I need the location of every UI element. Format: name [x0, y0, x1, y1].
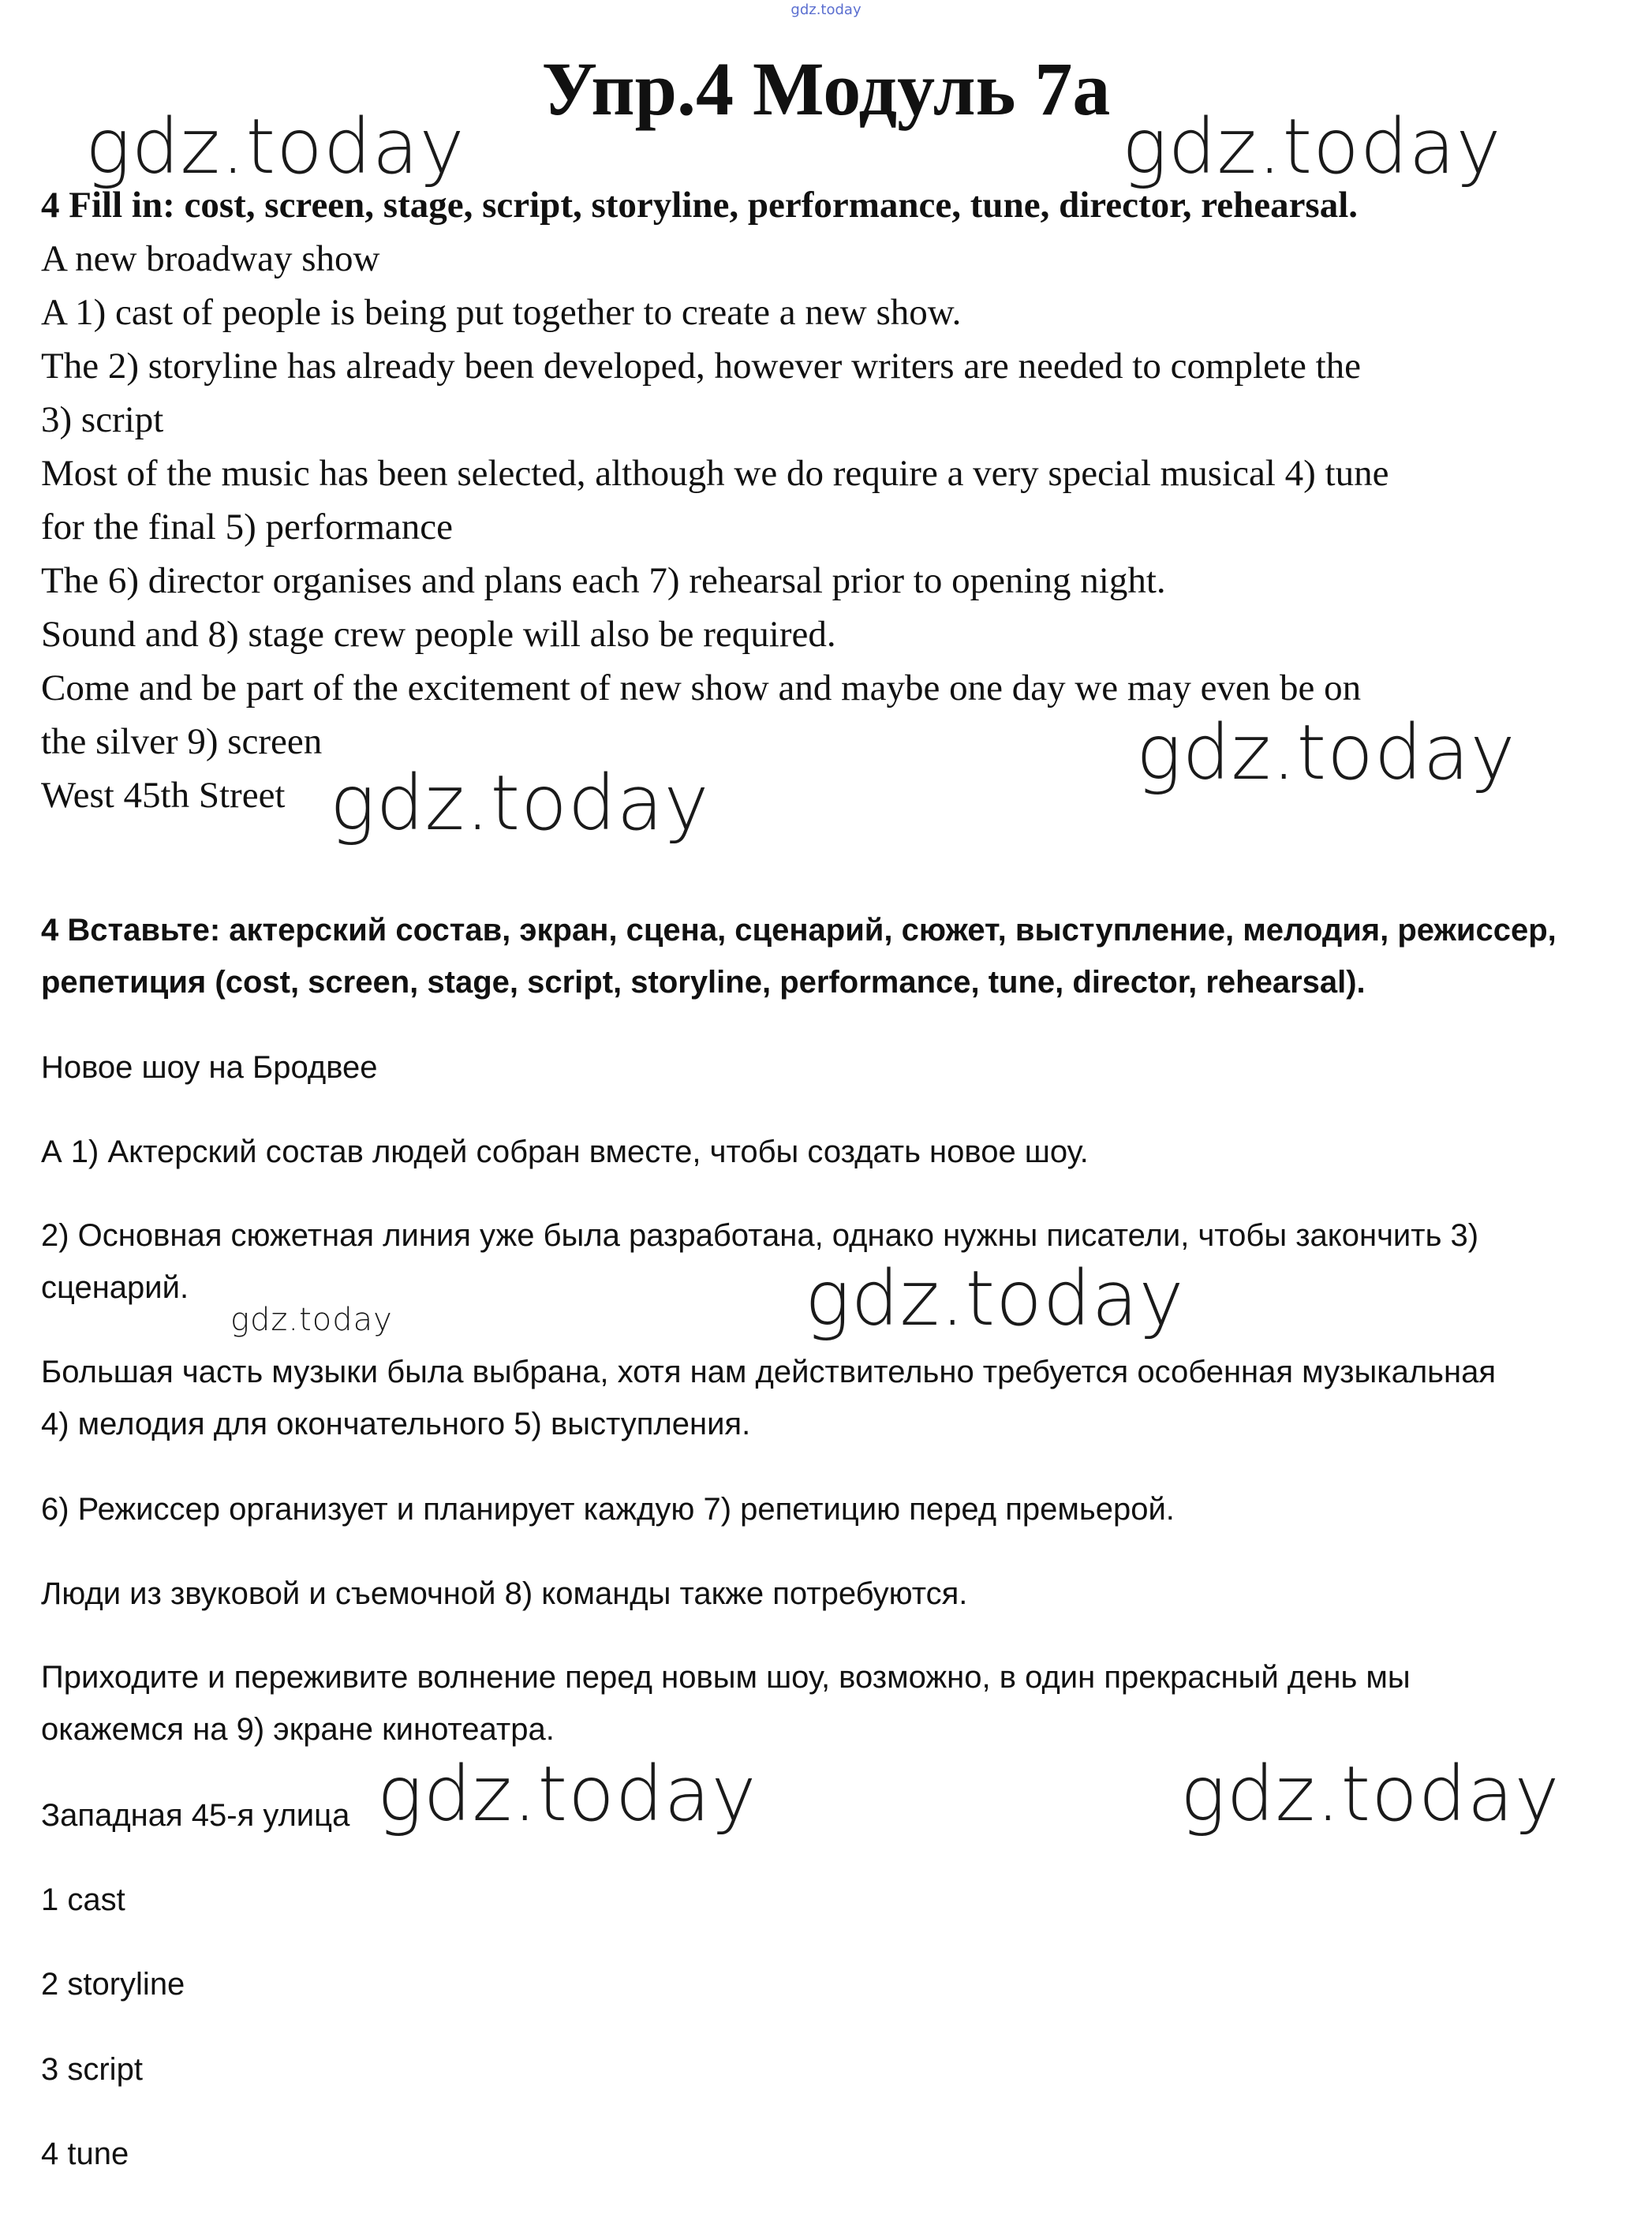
watermark: gdz.today	[230, 1302, 393, 1338]
russian-paragraph	[41, 1346, 1619, 1450]
english-line: West 45th Street	[41, 775, 286, 816]
russian-line: сценарий.	[41, 1270, 189, 1305]
russian-paragraph: Западная 45-я улица	[41, 1798, 350, 1833]
english-task: 4 Fill in: cost, screen, stage, script, storyline, performance, tune, director, rehearsal.	[41, 185, 1359, 226]
english-line: the silver 9) screen	[41, 721, 323, 762]
english-line: The 6) director organises and plans each 7) rehearsal prior to opening night.	[41, 560, 1166, 601]
english-line: 3) script	[41, 399, 164, 440]
watermark: gdz.today	[377, 1750, 757, 1838]
russian-line: окажемся на 9) экране кинотеатра.	[41, 1712, 555, 1747]
watermark: gdz.today	[1180, 1750, 1560, 1838]
english-line: Sound and 8) stage crew people will also be required.	[41, 614, 836, 655]
english-line: A new broadway show	[41, 238, 380, 279]
russian-paragraph	[41, 1651, 1619, 1755]
russian-paragraph: А 1) Актерский состав людей собран вместе, чтобы создать новое шоу.	[41, 1135, 1089, 1169]
english-line: Come and be part of the excitement of new show and maybe one day we may even be on	[41, 667, 1362, 708]
watermark: gdz.today	[1122, 103, 1502, 191]
russian-heading: Новое шоу на Бродвее	[41, 1050, 378, 1085]
answer-item: 1 cast	[41, 1882, 125, 1917]
russian-line: Большая часть музыки была выбрана, хотя нам действительно требуется особенная музыкальная	[41, 1355, 1497, 1389]
russian-line: 4) мелодия для окончательного 5) выступления.	[41, 1407, 751, 1441]
english-line: for the final 5) performance	[41, 507, 453, 548]
english-line: The 2) storyline has already been developed, however writers are needed to complete the	[41, 346, 1362, 387]
english-line: A 1) cast of people is being put together to create a new show.	[41, 292, 962, 333]
answer-item: 4 tune	[41, 2137, 129, 2171]
russian-paragraph: Люди из звуковой и съемочной 8) команды также потребуются.	[41, 1576, 968, 1611]
russian-task-line: репетиция (cost, screen, stage, script, storyline, performance, tune, director, rehearsal).	[41, 965, 1366, 1000]
russian-line: 2) Основная сюжетная линия уже была разработана, однако нужны писатели, чтобы закончить 3)	[41, 1218, 1479, 1253]
russian-task-line: 4 Вставьте: актерский состав, экран, сцена, сценарий, сюжет, выступление, мелодия, режиссер,	[41, 913, 1557, 948]
russian-paragraph: 6) Режиссер организует и планирует каждую 7) репетицию перед премьерой.	[41, 1492, 1175, 1527]
watermark: gdz.today	[85, 103, 465, 191]
russian-task	[41, 904, 1619, 1008]
watermark: gdz.today	[805, 1254, 1185, 1343]
page-title: Упр.4 Модуль 7а	[541, 47, 1111, 131]
watermark: gdz.today	[330, 759, 710, 847]
watermark: gdz.today	[1136, 708, 1516, 797]
top-watermark: gdz.today	[790, 2, 862, 18]
answer-item: 3 script	[41, 2052, 143, 2087]
russian-line: Приходите и переживите волнение перед новым шоу, возможно, в один прекрасный день мы	[41, 1660, 1411, 1695]
answer-item: 2 storyline	[41, 1967, 185, 2002]
english-line: Most of the music has been selected, although we do require a very special musical 4) tune	[41, 453, 1389, 494]
